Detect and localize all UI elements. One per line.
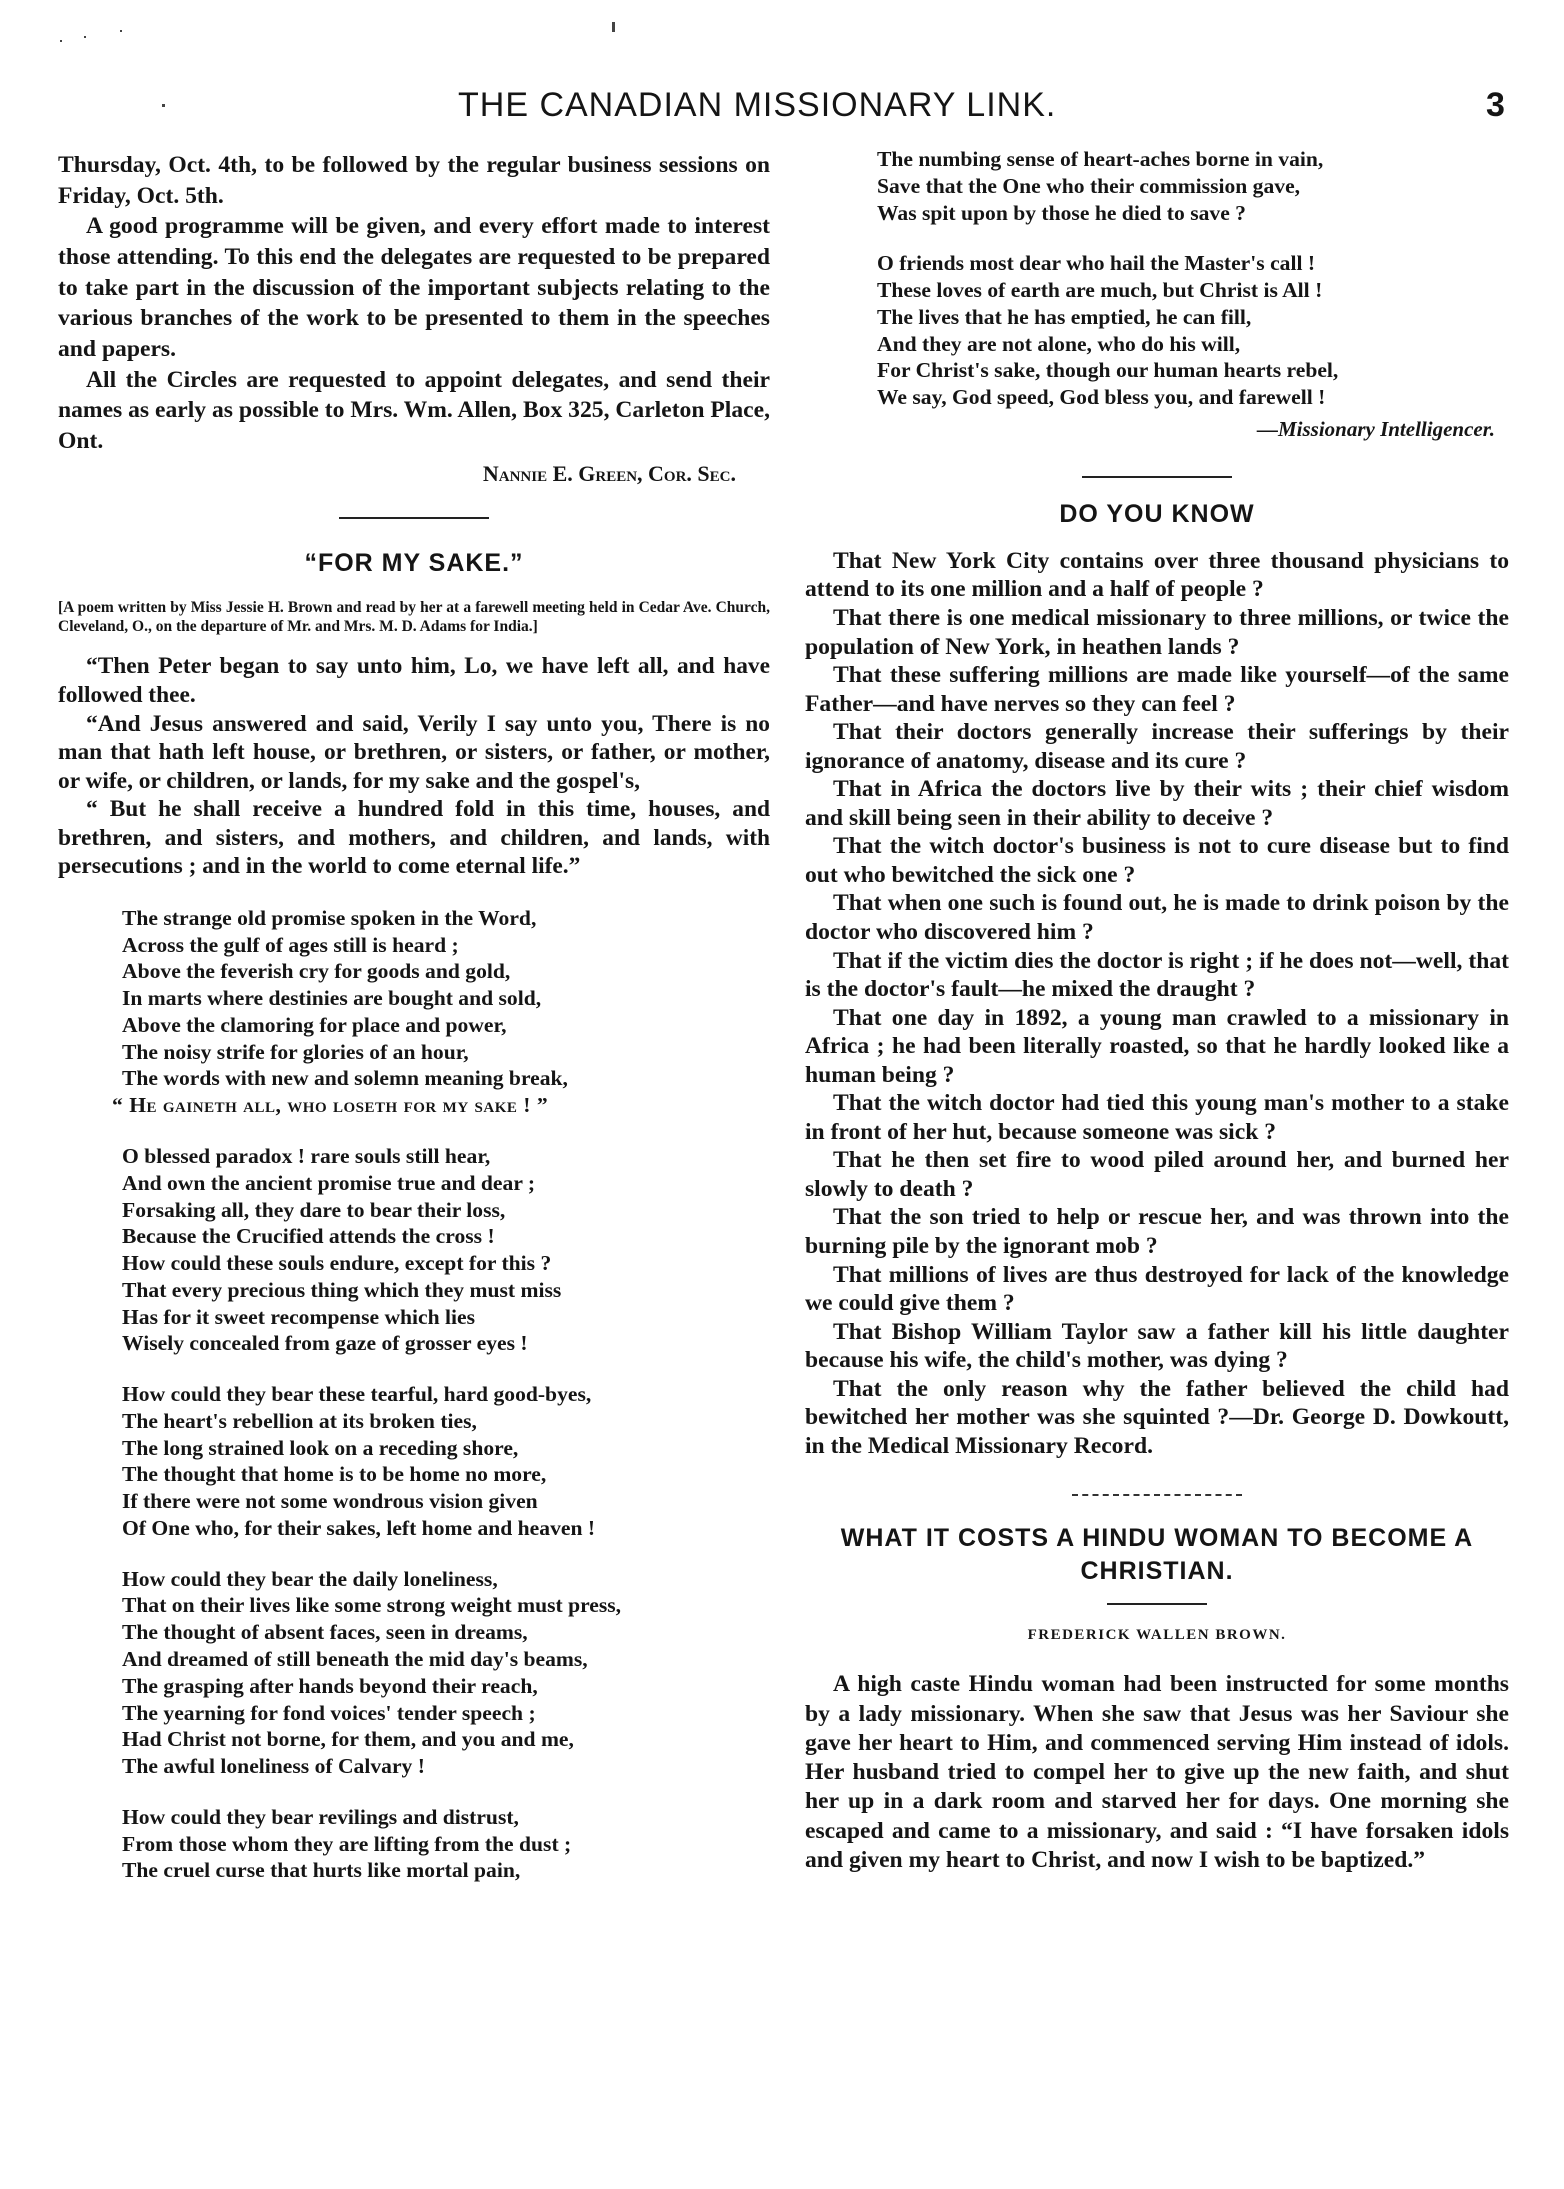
poem-line: How could they bear the daily loneliness, xyxy=(122,1566,498,1591)
know-paragraph: That the only reason why the father believed the child had bewitched her mother was she squinted ?—Dr. George D. Dowkoutt, in the Medical Missionary Record. xyxy=(805,1375,1509,1459)
poem-line: We say, God speed, God bless you, and farewell ! xyxy=(877,385,1326,410)
poem-stanza xyxy=(122,1566,770,1780)
know-paragraph: That New York City contains over three thousand physicians to attend to its one million and a half of people ? xyxy=(805,547,1509,603)
poem-line: Had Christ not borne, for them, and you and me, xyxy=(122,1727,574,1752)
signature: Nannie E. Green, Cor. Sec. xyxy=(482,460,736,486)
poem-note: [A poem written by Miss Jessie H. Brown and read by her at a farewell meeting held in Cedar Ave. Church, Cleveland, O., on the departure of Mr. and Mrs. M. D. Adams for India.] xyxy=(58,598,770,636)
know-paragraph: That one day in 1892, a young man crawled to a missionary in Africa ; he had been literally roasted, so that he hardly looked like a human being ? xyxy=(805,1004,1509,1088)
poem-line: O blessed paradox ! rare souls still hear, xyxy=(122,1143,491,1168)
page-title: THE CANADIAN MISSIONARY LINK. xyxy=(458,86,1057,124)
poem-line: The strange old promise spoken in the Word, xyxy=(122,905,537,930)
poem-line: For Christ's sake, though our human hearts rebel, xyxy=(877,358,1339,383)
divider xyxy=(1082,476,1232,478)
poem-line: The noisy strife for glories of an hour, xyxy=(122,1039,469,1064)
poem-line: The words with new and solemn meaning break, xyxy=(122,1066,568,1091)
poem-line: Above the clamoring for place and power, xyxy=(122,1012,507,1037)
divider xyxy=(339,517,489,519)
poem xyxy=(112,905,770,1884)
know-paragraph: That the witch doctor's business is not to cure disease but to find out who bewitched the sick one ? xyxy=(805,833,1509,888)
poem-line: The cruel curse that hurts like mortal pain, xyxy=(122,1858,521,1883)
do-you-know-article xyxy=(805,547,1509,1461)
hindu-article-title: WHAT IT COSTS A HINDU WOMAN TO BECOME A CHRISTIAN. xyxy=(840,1524,1474,1585)
poem-line: If there were not some wondrous vision given xyxy=(122,1489,538,1514)
poem-line: And own the ancient promise true and dear ; xyxy=(122,1170,536,1195)
poem-continued xyxy=(877,146,1509,411)
intro-paragraph-1: Thursday, Oct. 4th, to be followed by the regular business sessions on Friday, Oct. 5th. xyxy=(58,152,770,209)
know-paragraph: That when one such is found out, he is made to drink poison by the doctor who discovered him ? xyxy=(805,890,1509,945)
poem-line: “ He gaineth all, who loseth for my sake ! ” xyxy=(112,1093,549,1118)
poem-line: The heart's rebellion at its broken ties, xyxy=(122,1408,477,1433)
page-header xyxy=(0,86,1564,126)
poem-line: Wisely concealed from gaze of grosser eyes ! xyxy=(122,1331,528,1356)
poem-line: Across the gulf of ages still is heard ; xyxy=(122,932,459,957)
poem-line: Of One who, for their sakes, left home and heaven ! xyxy=(122,1515,596,1540)
article-byline: FREDERICK WALLEN BROWN. xyxy=(1027,1627,1287,1644)
know-paragraph: That their doctors generally increase their sufferings by their ignorance of anatomy, disease and its cure ? xyxy=(805,719,1509,774)
poem-line: The thought that home is to be home no more, xyxy=(122,1462,547,1487)
scripture-quote xyxy=(58,652,770,880)
poem-line: Forsaking all, they dare to bear their loss, xyxy=(122,1197,506,1222)
poem-line: How could these souls endure, except for this ? xyxy=(122,1251,552,1276)
know-paragraph: That the witch doctor had tied this young man's mother to a stake in front of her hut, because someone was sick ? xyxy=(805,1090,1509,1145)
know-title: DO YOU KNOW xyxy=(1059,499,1255,528)
poem-line: Above the feverish cry for goods and gold, xyxy=(122,959,511,984)
poem-attribution: —Missionary Intelligencer. xyxy=(1256,416,1495,441)
know-paragraph: That Bishop William Taylor saw a father kill his little daughter because his wife, the child's mother, was dying ? xyxy=(805,1318,1509,1374)
intro-paragraph-2: A good programme will be given, and every effort made to interest those attending. To this end the delegates are requested to be prepared to take part in the discussion of the important subjects relating to the various branches of the work to be presented to them in the speeches and papers. xyxy=(58,213,770,363)
know-paragraph: That the son tried to help or rescue her, and was thrown into the burning pile by the ignorant mob ? xyxy=(805,1204,1509,1260)
poem-title: “FOR MY SAKE.” xyxy=(304,548,524,577)
know-paragraph: That he then set fire to wood piled around her, and burned her slowly to death ? xyxy=(805,1147,1509,1202)
poem-line: How could they bear these tearful, hard good-byes, xyxy=(122,1382,592,1407)
divider xyxy=(1107,1603,1207,1605)
poem-stanza xyxy=(112,905,770,1119)
poem-line: The awful loneliness of Calvary ! xyxy=(122,1754,425,1779)
poem-line: The lives that he has emptied, he can fill, xyxy=(877,304,1252,329)
divider xyxy=(1072,1494,1242,1496)
hindu-article-paragraph: A high caste Hindu woman had been instructed for some months by a lady missionary. When she saw that Jesus was her Saviour she gave her heart to Him, and commenced serving Him instead of idols. Her husband tried to compel her to give up the new faith, and shut her up in a dark room and starved her for days. One morning she escaped and came to a missionary, and said : “I have forsaken idols and given my heart to Christ, and now I wish to be baptized.” xyxy=(805,1671,1509,1873)
poem-line: That on their lives like some strong weight must press, xyxy=(122,1593,622,1618)
poem-line: And dreamed of still beneath the mid day's beams, xyxy=(122,1646,588,1671)
poem-line: The yearning for fond voices' tender speech ; xyxy=(122,1700,536,1725)
poem-stanza xyxy=(122,1381,770,1542)
poem-line: Because the Crucified attends the cross ! xyxy=(122,1224,495,1249)
page-number: 3 xyxy=(1486,86,1505,124)
scripture-verse: “ But he shall receive a hundred fold in this time, houses, and brethren, and sisters, and mothers, and children, and lands, with persecutions ; and in the world to come eternal life.” xyxy=(58,796,770,880)
poem-stanza xyxy=(877,250,1509,411)
poem-stanza xyxy=(122,1143,770,1357)
poem-line: The numbing sense of heart-aches borne in vain, xyxy=(877,147,1324,171)
poem-line: O friends most dear who hail the Master's call ! xyxy=(877,251,1316,276)
poem-line: The long strained look on a receding shore, xyxy=(122,1435,519,1460)
right-column xyxy=(805,146,1509,1875)
poem-line: These loves of earth are much, but Christ is All ! xyxy=(877,278,1323,303)
know-paragraph: That millions of lives are thus destroyed for lack of the knowledge we could give them ? xyxy=(805,1261,1509,1317)
poem-stanza xyxy=(877,146,1509,226)
poem-line: That every precious thing which they must miss xyxy=(122,1277,562,1302)
know-paragraph: That in Africa the doctors live by their wits ; their chief wisdom and skill being seen in their ability to deceive ? xyxy=(805,776,1509,831)
scripture-verse: “Then Peter began to say unto him, Lo, we have left all, and have followed thee. xyxy=(58,653,770,709)
scripture-verse: “And Jesus answered and said, Verily I say unto you, There is no man that hath left house, or brethren, or sisters, or father, or mother, or wife, or children, or lands, for my sake and the gospel's, xyxy=(58,710,770,794)
intro-paragraph-3: All the Circles are requested to appoint delegates, and send their names as early as possible to Mrs. Wm. Allen, Box 325, Carleton Place, Ont. xyxy=(58,366,770,455)
left-column xyxy=(58,150,770,1884)
know-paragraph: That if the victim dies the doctor is right ; if he does not—well, that is the doctor's fault—he mixed the draught ? xyxy=(805,947,1509,1003)
poem-line: Save that the One who their commission gave, xyxy=(877,173,1301,198)
poem-line: Was spit upon by those he died to save ? xyxy=(877,200,1246,225)
poem-line: Has for it sweet recompense which lies xyxy=(122,1304,476,1329)
know-paragraph: That there is one medical missionary to three millions, or twice the population of New York, in heathen lands ? xyxy=(805,604,1509,660)
poem-line: In marts where destinies are bought and sold, xyxy=(122,986,542,1011)
poem-line: From those whom they are lifting from the dust ; xyxy=(122,1831,572,1856)
poem-line: And they are not alone, who do his will, xyxy=(877,331,1241,356)
poem-line: The grasping after hands beyond their reach, xyxy=(122,1673,538,1698)
poem-line: How could they bear revilings and distrust, xyxy=(122,1804,519,1829)
know-paragraph: That these suffering millions are made like yourself—of the same Father—and have nerves so they can feel ? xyxy=(805,662,1509,717)
poem-stanza xyxy=(122,1804,770,1884)
poem-line: The thought of absent faces, seen in dreams, xyxy=(122,1620,528,1645)
